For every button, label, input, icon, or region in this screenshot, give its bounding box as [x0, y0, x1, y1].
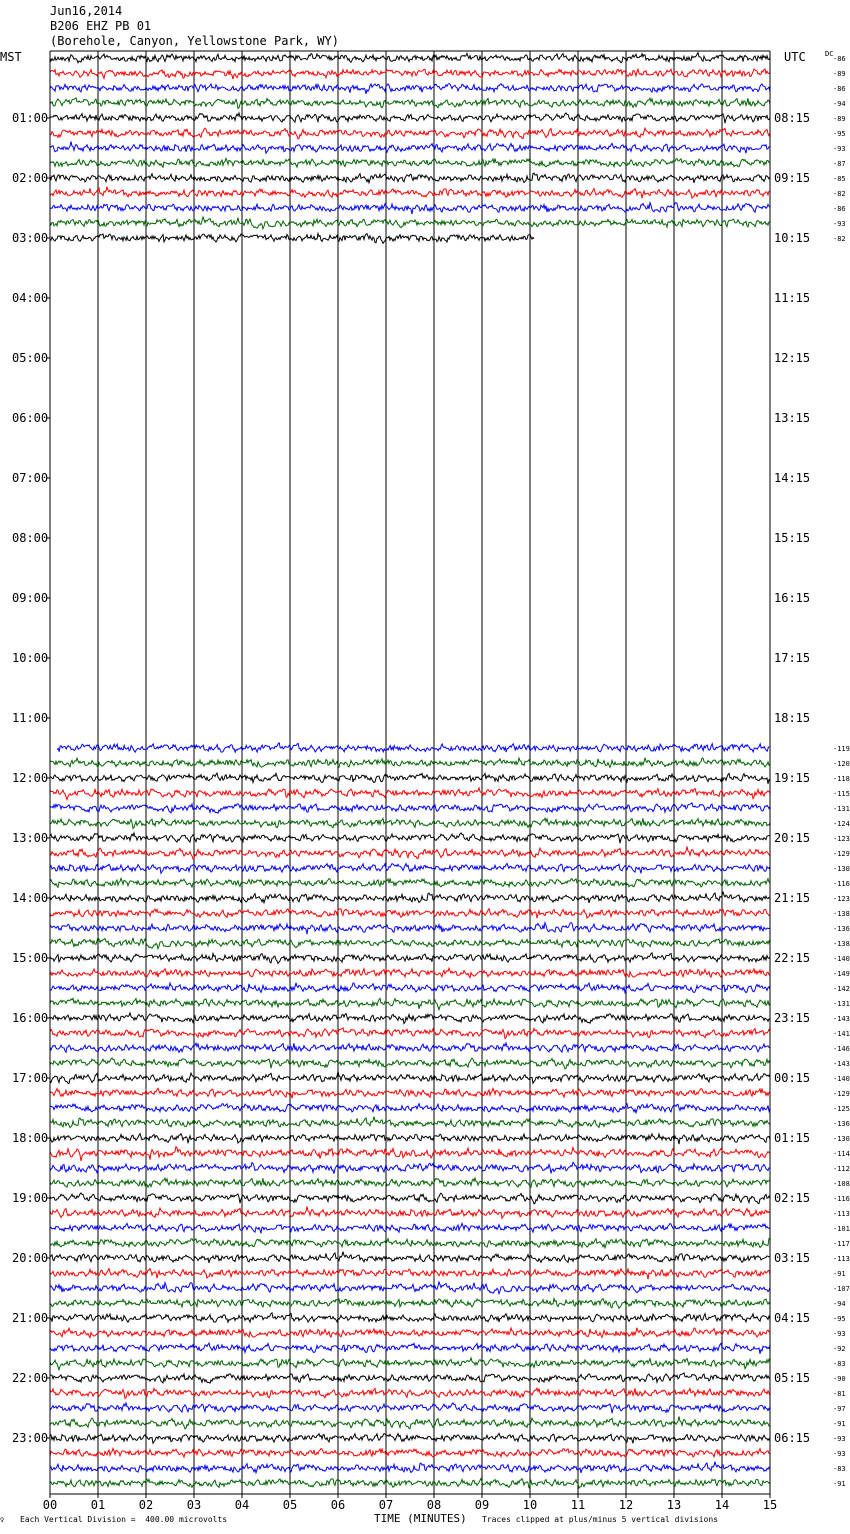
utc-hour-label: 08:15: [774, 111, 811, 125]
trace-row: [50, 1058, 770, 1069]
dc-offset-label: -94: [833, 1300, 846, 1308]
dc-offset-label: -130: [833, 865, 850, 873]
utc-hour-label: 09:15: [774, 171, 811, 185]
trace-row: [50, 1147, 770, 1161]
mst-hour-label: 05:00: [12, 351, 49, 365]
dc-offset-label: -116: [833, 1195, 850, 1203]
trace-row: [50, 98, 770, 109]
mst-hour-label: 22:00: [12, 1371, 49, 1385]
mst-hour-label: 09:00: [12, 591, 49, 605]
dc-offset-label: -91: [833, 1420, 846, 1428]
utc-hour-label: 03:15: [774, 1251, 811, 1265]
mst-hour-label: 17:00: [12, 1071, 49, 1085]
dc-offset-label: -93: [833, 1450, 846, 1458]
trace-row: [50, 217, 770, 229]
dc-offset-label: -140: [833, 955, 850, 963]
dc-offset-label: -95: [833, 1315, 846, 1323]
trace-row: [50, 1282, 770, 1294]
trace-row: [50, 788, 770, 800]
dc-offset-label: -108: [833, 1180, 850, 1188]
dc-offset-label: -116: [833, 880, 850, 888]
utc-hour-label: 10:15: [774, 231, 811, 245]
utc-hour-label: 17:15: [774, 651, 811, 665]
dc-offset-label: -113: [833, 1255, 850, 1263]
trace-row: [50, 1328, 770, 1338]
trace-row: [50, 1373, 770, 1383]
dc-offset-label: -90: [833, 1375, 846, 1383]
dc-offset-label: -129: [833, 1090, 850, 1098]
trace-row: [50, 1178, 770, 1187]
dc-offset-label: -86: [833, 85, 846, 93]
plot-frame: [47, 51, 770, 1498]
dc-offset-label: -140: [833, 1075, 850, 1083]
trace-row: [50, 158, 770, 167]
trace-row: [50, 998, 770, 1009]
trace-row: [50, 983, 770, 993]
trace-row: [50, 1252, 770, 1263]
dc-offset-label: -81: [833, 1390, 846, 1398]
utc-hour-label: 16:15: [774, 591, 811, 605]
x-tick-label: 08: [426, 1498, 442, 1512]
x-tick-label: 10: [522, 1498, 538, 1512]
trace-row: [50, 923, 770, 935]
dc-offset-label: -124: [833, 820, 850, 828]
dc-offset-label: -118: [833, 775, 850, 783]
dc-offset-label: -146: [833, 1045, 850, 1053]
dc-offset-label: -138: [833, 910, 850, 918]
dc-offset-label: -101: [833, 1225, 850, 1233]
dc-offset-label: -82: [833, 235, 846, 243]
trace-row: [50, 1448, 770, 1457]
dc-offset-label: -86: [833, 55, 846, 63]
trace-row: [50, 833, 770, 843]
dc-offset-label: -91: [833, 1270, 846, 1278]
dc-offset-label: -83: [833, 1360, 846, 1368]
dc-offset-label: -115: [833, 790, 850, 798]
utc-hour-label: 19:15: [774, 771, 811, 785]
utc-hour-label: 14:15: [774, 471, 811, 485]
utc-hour-label: 23:15: [774, 1011, 811, 1025]
trace-row: [50, 173, 770, 183]
trace-row: [50, 113, 770, 123]
dc-offset-label: -114: [833, 1150, 850, 1158]
trace-row: [50, 1238, 770, 1248]
dc-offset-label: -93: [833, 145, 846, 153]
utc-hour-label: 06:15: [774, 1431, 811, 1445]
dc-offset-label: -129: [833, 850, 850, 858]
clip-note: Traces clipped at plus/minus 5 vertical divisions: [482, 1515, 719, 1524]
trace-row: [50, 69, 770, 79]
dc-offset-label: -85: [833, 175, 846, 183]
dc-offset-label: -97: [833, 1405, 846, 1413]
x-tick-label: 00: [42, 1498, 58, 1512]
trace-row: [50, 892, 770, 903]
x-tick-label: 03: [186, 1498, 202, 1512]
mst-hour-label: 07:00: [12, 471, 49, 485]
utc-hour-label: 12:15: [774, 351, 811, 365]
trace-row: [50, 1462, 770, 1473]
trace-row: [50, 1117, 770, 1128]
trace-row: [57, 743, 769, 752]
trace-row: [50, 863, 770, 873]
trace-row: [50, 1299, 770, 1309]
utc-hour-label: 15:15: [774, 531, 811, 545]
utc-hour-label: 00:15: [774, 1071, 811, 1085]
dc-offset-label: -91: [833, 1480, 846, 1488]
x-tick-label: 04: [234, 1498, 250, 1512]
dc-offset-label: -83: [833, 1465, 846, 1473]
dc-header-label: DC: [825, 50, 834, 58]
dc-offset-label: -93: [833, 1330, 846, 1338]
utc-hour-label: 18:15: [774, 711, 811, 725]
trace-row: [50, 803, 770, 813]
mst-hour-label: 08:00: [12, 531, 49, 545]
trace-row: [50, 1417, 770, 1429]
x-axis-title: TIME (MINUTES): [374, 1512, 467, 1525]
dc-offset-label: -130: [833, 1135, 850, 1143]
location-label: (Borehole, Canyon, Yellowstone Park, WY): [50, 34, 339, 48]
trace-row: [50, 953, 770, 964]
dc-offset-label: -142: [833, 985, 850, 993]
dc-offset-label: -143: [833, 1015, 850, 1023]
seismic-traces: [50, 53, 770, 1489]
mst-hour-label: 11:00: [12, 711, 49, 725]
mst-hour-label: 14:00: [12, 891, 49, 905]
scale-note: Each Vertical Division = 400.00 microvolts: [20, 1515, 228, 1524]
x-tick-label: 07: [378, 1498, 394, 1512]
trace-row: [50, 1269, 770, 1280]
utc-hour-label: 21:15: [774, 891, 811, 905]
mst-hour-label: 16:00: [12, 1011, 49, 1025]
utc-axis-label: UTC: [784, 50, 806, 64]
dc-offset-label: -94: [833, 100, 846, 108]
dc-offset-label: -92: [833, 1345, 846, 1353]
minute-gridlines: [98, 51, 722, 1494]
trace-row: [50, 1072, 770, 1084]
trace-row: [50, 878, 770, 887]
trace-row: [50, 53, 770, 63]
mst-axis-label: MST: [0, 50, 22, 64]
x-tick-label: 12: [618, 1498, 634, 1512]
trace-row: [50, 1343, 770, 1354]
utc-hour-label: 01:15: [774, 1131, 811, 1145]
dc-offset-label: -120: [833, 760, 850, 768]
trace-row: [50, 758, 770, 768]
trace-row: [50, 1104, 770, 1113]
mst-hour-label: 15:00: [12, 951, 49, 965]
mst-hour-label: 12:00: [12, 771, 49, 785]
x-tick-label: 09: [474, 1498, 490, 1512]
utc-hour-label: 11:15: [774, 291, 811, 305]
dc-offset-label: -117: [833, 1240, 850, 1248]
dc-offset-label: -125: [833, 1105, 850, 1113]
mst-hour-label: 21:00: [12, 1311, 49, 1325]
dc-offset-label: -107: [833, 1285, 850, 1293]
trace-row: [50, 142, 770, 154]
mst-hour-label: 10:00: [12, 651, 49, 665]
trace-row: [50, 1388, 770, 1398]
mst-hour-label: 01:00: [12, 111, 49, 125]
mst-hour-label: 06:00: [12, 411, 49, 425]
dc-offset-label: -87: [833, 160, 846, 168]
mst-hour-label: 20:00: [12, 1251, 49, 1265]
dc-offset-label: -89: [833, 115, 846, 123]
dc-offset-label: -131: [833, 805, 850, 813]
trace-row: [50, 128, 770, 139]
trace-row: [50, 1088, 770, 1098]
trace-row: [50, 773, 770, 784]
dc-offset-label: -138: [833, 940, 850, 948]
utc-hour-label: 20:15: [774, 831, 811, 845]
dc-offset-label: -82: [833, 190, 846, 198]
x-tick-label: 14: [714, 1498, 730, 1512]
trace-row: [50, 203, 770, 215]
trace-row: [50, 1223, 770, 1233]
dc-offset-label: -123: [833, 895, 850, 903]
trace-row: [50, 1313, 770, 1322]
trace-row: [50, 187, 770, 199]
dc-offset-label: -141: [833, 1030, 850, 1038]
dc-offset-label: -86: [833, 205, 846, 213]
trace-row: [50, 818, 770, 828]
dc-offset-label: -119: [833, 745, 850, 753]
x-tick-label: 06: [330, 1498, 346, 1512]
trace-row: [50, 84, 770, 94]
trace-row: [50, 1043, 770, 1052]
mst-hour-label: 13:00: [12, 831, 49, 845]
x-tick-label: 15: [762, 1498, 778, 1512]
trace-row: [50, 1013, 770, 1024]
trace-row: [50, 909, 770, 919]
dc-offset-label: -93: [833, 1435, 846, 1443]
dc-offset-label: -112: [833, 1165, 850, 1173]
trace-row: [50, 847, 770, 859]
x-tick-label: 05: [282, 1498, 298, 1512]
dc-offset-label: -136: [833, 1120, 850, 1128]
mst-hour-label: 02:00: [12, 171, 49, 185]
trace-row: [50, 1028, 770, 1039]
utc-hour-label: 13:15: [774, 411, 811, 425]
dc-offset-label: -123: [833, 835, 850, 843]
x-tick-label: 01: [90, 1498, 106, 1512]
trace-row: [50, 1193, 770, 1204]
dc-offset-label: -131: [833, 1000, 850, 1008]
utc-hour-label: 22:15: [774, 951, 811, 965]
x-tick-label: 13: [666, 1498, 682, 1512]
trace-row: [50, 1479, 770, 1489]
trace-row: [50, 1162, 770, 1173]
mst-hour-label: 23:00: [12, 1431, 49, 1445]
date-label: Jun16,2014: [50, 4, 123, 18]
mst-hour-label: 19:00: [12, 1191, 49, 1205]
x-tick-label: 02: [138, 1498, 154, 1512]
dc-offset-label: -136: [833, 925, 850, 933]
trace-row: [50, 1207, 770, 1219]
mst-hour-label: 04:00: [12, 291, 49, 305]
dc-offset-label: -89: [833, 70, 846, 78]
station-label: B206 EHZ PB 01: [50, 19, 152, 33]
utc-hour-label: 04:15: [774, 1311, 811, 1325]
dc-offset-label: -143: [833, 1060, 850, 1068]
utc-hour-label: 05:15: [774, 1371, 811, 1385]
dc-offset-label: -95: [833, 130, 846, 138]
trace-row: [50, 1433, 770, 1443]
trace-row: [50, 1403, 770, 1413]
trace-row: [50, 968, 770, 977]
trace-row: [50, 1134, 770, 1145]
corner-mark-icon: ♀: [0, 1516, 5, 1524]
dc-offset-label: -93: [833, 220, 846, 228]
utc-hour-label: 02:15: [774, 1191, 811, 1205]
mst-hour-label: 18:00: [12, 1131, 49, 1145]
mst-hour-label: 03:00: [12, 231, 49, 245]
x-tick-label: 11: [570, 1498, 586, 1512]
dc-offset-label: -113: [833, 1210, 850, 1218]
trace-row: [50, 1358, 770, 1370]
trace-row: [50, 234, 534, 244]
dc-offset-label: -149: [833, 970, 850, 978]
trace-row: [50, 937, 770, 949]
